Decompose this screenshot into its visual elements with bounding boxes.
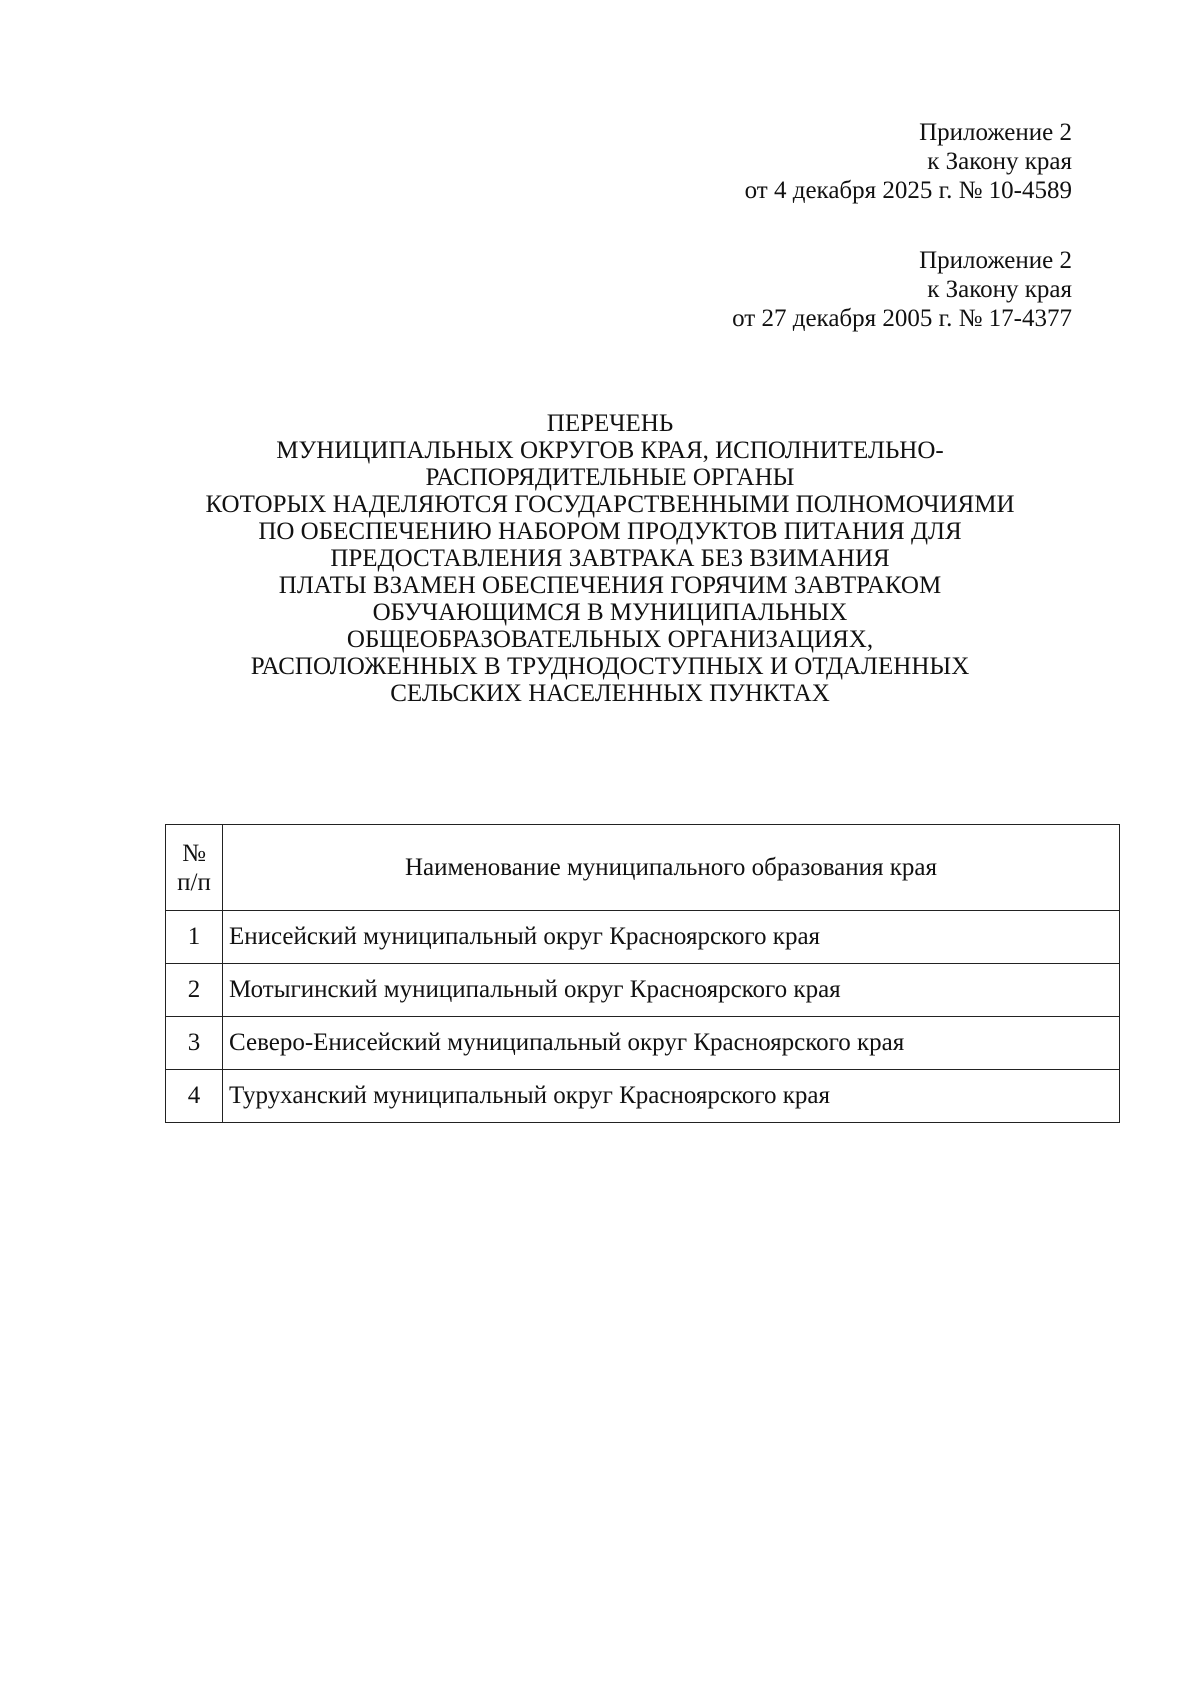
row-municipality-name: Северо-Енисейский муниципальный округ Красноярского края xyxy=(223,1017,1120,1070)
appendix-law-ref: к Закону края xyxy=(927,276,1072,303)
appendix-block-original xyxy=(732,246,1072,333)
title-line: ОБЩЕОБРАЗОВАТЕЛЬНЫХ ОРГАНИЗАЦИЯХ, xyxy=(346,626,874,653)
title-line: КОТОРЫХ НАДЕЛЯЮТСЯ ГОСУДАРСТВЕННЫМИ ПОЛНОМОЧИЯМИ xyxy=(205,491,1015,518)
title-line: ПО ОБЕСПЕЧЕНИЮ НАБОРОМ ПРОДУКТОВ ПИТАНИЯ ДЛЯ xyxy=(258,518,962,545)
document-title xyxy=(150,410,1070,707)
appendix-law-date-number: от 4 декабря 2025 г. № 10-4589 xyxy=(744,177,1072,204)
row-municipality-name: Мотыгинский муниципальный округ Красноярского края xyxy=(223,964,1120,1017)
table-header-row xyxy=(166,825,1120,911)
appendix-label: Приложение 2 xyxy=(919,119,1072,146)
row-number: 1 xyxy=(166,911,223,964)
title-line: ПЛАТЫ ВЗАМЕН ОБЕСПЕЧЕНИЯ ГОРЯЧИМ ЗАВТРАКОМ xyxy=(278,572,942,599)
row-number: 2 xyxy=(166,964,223,1017)
column-header-name: Наименование муниципального образования края xyxy=(223,825,1120,911)
title-line: СЕЛЬСКИХ НАСЕЛЕННЫХ ПУНКТАХ xyxy=(390,680,830,707)
table-row xyxy=(166,911,1120,964)
title-line: РАСПОЛОЖЕННЫХ В ТРУДНОДОСТУПНЫХ И ОТДАЛЕННЫХ xyxy=(250,653,970,680)
title-line: ОБУЧАЮЩИМСЯ В МУНИЦИПАЛЬНЫХ xyxy=(372,599,848,626)
column-header-number xyxy=(166,825,223,911)
appendix-law-ref: к Закону края xyxy=(927,148,1072,175)
table-row xyxy=(166,1070,1120,1123)
row-number: 3 xyxy=(166,1017,223,1070)
column-header-number-symbol: № xyxy=(182,839,206,867)
row-municipality-name: Туруханский муниципальный округ Красноярского края xyxy=(223,1070,1120,1123)
row-number: 4 xyxy=(166,1070,223,1123)
table-row xyxy=(166,1017,1120,1070)
row-municipality-name: Енисейский муниципальный округ Красноярского края xyxy=(223,911,1120,964)
table-row xyxy=(166,964,1120,1017)
appendix-block-current xyxy=(745,118,1072,205)
title-line: ПЕРЕЧЕНЬ xyxy=(546,410,674,437)
title-line: РАСПОРЯДИТЕЛЬНЫЕ ОРГАНЫ xyxy=(425,464,795,491)
appendix-law-date-number: от 27 декабря 2005 г. № 17-4377 xyxy=(732,305,1072,332)
municipalities-table xyxy=(165,824,1120,1123)
column-header-number-abbr: п/п xyxy=(177,868,211,896)
appendix-label: Приложение 2 xyxy=(919,247,1072,274)
title-line: МУНИЦИПАЛЬНЫХ ОКРУГОВ КРАЯ, ИСПОЛНИТЕЛЬНО- xyxy=(276,437,944,464)
title-line: ПРЕДОСТАВЛЕНИЯ ЗАВТРАКА БЕЗ ВЗИМАНИЯ xyxy=(330,545,890,572)
